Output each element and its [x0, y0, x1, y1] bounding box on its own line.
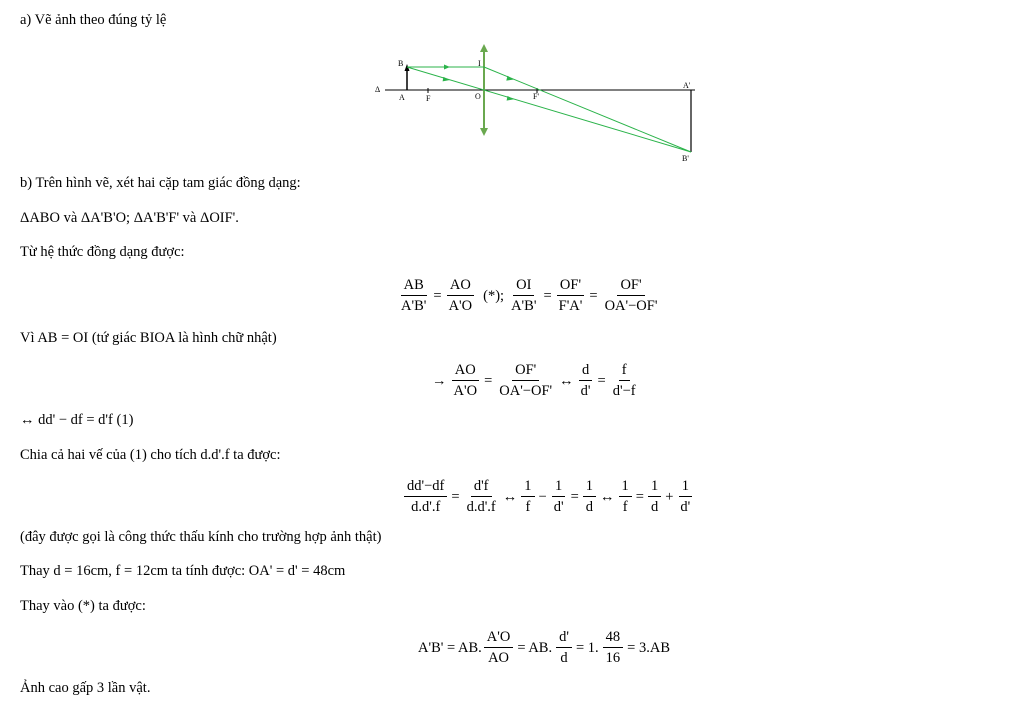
lens-ray-diagram: [370, 40, 710, 165]
label-delta: Δ: [375, 85, 381, 94]
substitute-values: Thay d = 16cm, f = 12cm ta tính được: OA' = d' = 48cm: [20, 563, 346, 579]
label-b: B: [398, 59, 404, 68]
fraction: $\frac{AB}{A'B'}$: [401, 277, 427, 314]
label-ap: A': [683, 81, 691, 90]
fraction: $\frac{d'f}{d.d'.f}$: [466, 478, 496, 515]
fraction: $\frac{1}{d'}$: [680, 478, 691, 515]
fraction: $\frac{1}{d'}$: [553, 478, 564, 515]
ray-center: [407, 67, 691, 152]
equation-2: → $\frac{AO}{A'O}$ = $\frac{OF'}{OA'-OF'}$ ↔ $\frac{d}{d'}$ = $\frac{f}{d'-f}$: [430, 362, 641, 400]
fraction: $\frac{OF'}{OA'-OF'}$: [604, 277, 658, 314]
fraction: $\frac{d'}{d}$: [556, 629, 572, 667]
divide-step: Chia cả hai vế của (1) cho tích d.d'.f ta được:: [20, 447, 281, 463]
fraction: $\frac{48}{16}$: [603, 629, 624, 667]
equation-5: A'B' = AB. $\frac{A'O}{AO}$ = AB. $\frac{d'}{d}$ = 1. $\frac{48}{16}$ = 3.AB: [418, 629, 670, 666]
conclusion: Ảnh cao gấp 3 lần vật.: [20, 680, 151, 696]
fraction: $\frac{1}{d}$: [583, 478, 596, 516]
from-similarity: Từ hệ thức đồng dạng được:: [20, 244, 185, 260]
fraction: $\frac{AO}{A'O}$: [448, 277, 473, 314]
label-i: I: [478, 59, 481, 68]
lens-bottom-arrow-icon: [480, 128, 488, 136]
equation-1: $\frac{AB}{A'B'}$ = $\frac{AO}{A'O}$ (*); $\frac{OI}{A'B'}$ = $\frac{OF'}{F'A'}$ = $\frac{OF'}{OA'-OF'}$: [396, 277, 662, 315]
fraction: $\frac{OF'}{OA'-OF'}$: [499, 362, 553, 399]
equation-4: $\frac{dd'-df}{d.d'.f}$ = $\frac{d'f}{d.d'.f}$ ↔ $\frac{1}{f}$ − $\frac{1}{d'}$ = $\frac{1}{d}$ ↔ $\frac{1}{f}$ = $\frac{1}{d}$ + $\frac{1}{d'}$: [402, 478, 695, 516]
fraction: $\frac{OF'}{F'A'}$: [558, 277, 583, 314]
section-b-intro: b) Trên hình vẽ, xét hai cặp tam giác đồng dạng:: [20, 175, 301, 191]
fraction: $\frac{dd'-df}{d.d'.f}$: [404, 478, 447, 516]
fraction: $\frac{OI}{A'B'}$: [511, 277, 537, 314]
label-o: O: [475, 92, 481, 101]
fraction: $\frac{A'O}{AO}$: [484, 629, 514, 667]
since-equal: Vì AB = OI (tứ giác BIOA là hình chữ nhật): [20, 330, 277, 346]
section-a-title: a) Vẽ ảnh theo đúng tỷ lệ: [20, 12, 167, 28]
ray-arrow-1-icon: [444, 65, 450, 70]
fraction: $\frac{1}{f}$: [521, 478, 534, 516]
label-f: F: [426, 94, 431, 103]
fraction: $\frac{1}{d}$: [648, 478, 661, 516]
star-mark: (*);: [483, 287, 505, 304]
lens-formula-note: (đây được gọi là công thức thấu kính cho trường hợp ảnh thật): [20, 529, 382, 545]
lens-top-arrow-icon: [480, 44, 488, 52]
substitute-star: Thay vào (*) ta được:: [20, 598, 146, 614]
equation-3: ↔ dd' − df = d'f (1): [20, 412, 134, 428]
ray-refracted: [484, 67, 691, 152]
fraction: $\frac{f}{d'-f}$: [612, 362, 636, 399]
label-fp: F': [533, 92, 539, 101]
similar-triangles: ΔABO và ΔA'B'O; ΔA'B'F' và ΔOIF'.: [20, 210, 239, 226]
fraction: $\frac{d}{d'}$: [580, 362, 591, 399]
fraction: $\frac{AO}{A'O}$: [453, 362, 478, 399]
label-bp: B': [682, 154, 689, 163]
label-a: A: [399, 93, 405, 102]
ray-arrow-2-icon: [506, 76, 514, 81]
fraction: $\frac{1}{f}$: [619, 478, 632, 516]
